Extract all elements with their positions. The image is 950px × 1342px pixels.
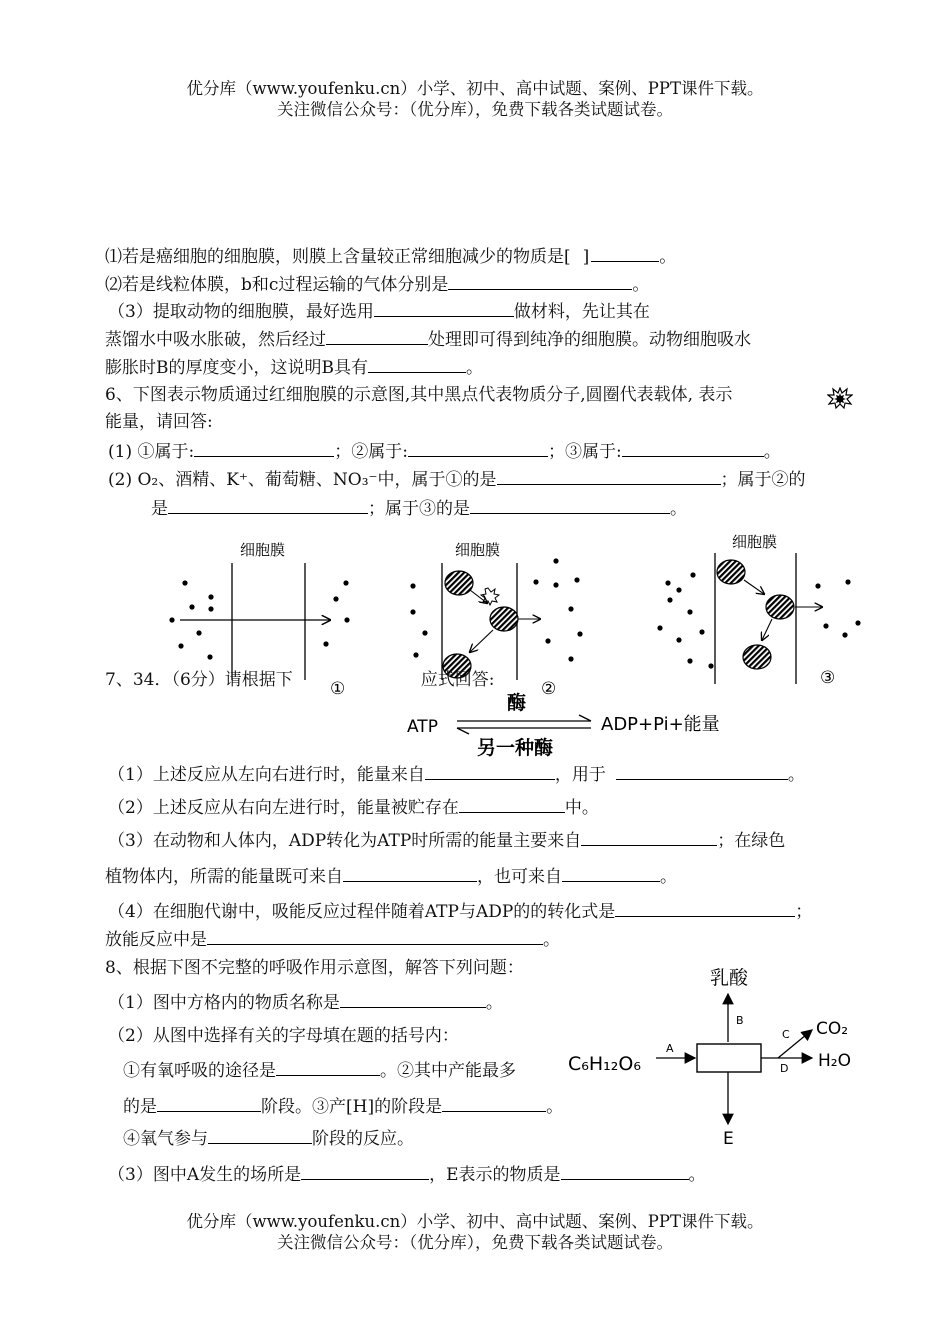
answer-blank[interactable] (374, 299, 514, 317)
carrier-protein (445, 571, 473, 595)
diagram-label-2: ② (541, 679, 557, 699)
energy-burst-icon (827, 387, 853, 409)
label-b: B (736, 1014, 744, 1027)
q5-p3-text: （3）提取动物的细胞膜，最好选用 (108, 302, 374, 322)
q7-s6-text: 放能反应中是 (105, 930, 207, 950)
answer-blank[interactable] (208, 1126, 312, 1144)
q5-p5-text: 膨胀时B的厚度变小，这说明B具有 (105, 358, 368, 378)
q8-s3-text: ①有氧呼吸的途径是 (123, 1061, 276, 1081)
q7-title-a: 7、34．（6分）请根据下 (105, 670, 293, 690)
q6-s1-text-b: ；②属于: (334, 442, 408, 462)
q8-sub3 (123, 1058, 516, 1083)
q7-sub4 (105, 864, 677, 889)
q8-s1-end: 。 (485, 993, 503, 1013)
q5-p2-text: ⑵若是线粒体膜，b和c过程运输的气体分别是 (105, 275, 449, 295)
q8-s5-text-b: 阶段的反应。 (312, 1129, 414, 1149)
answer-blank[interactable] (168, 496, 368, 514)
q7-title-b: 应式回答: (420, 670, 495, 690)
reaction-right: ADP+Pi+能量 (601, 714, 720, 735)
q7-s5-end: ； (795, 902, 813, 922)
answer-blank[interactable] (425, 762, 555, 780)
diagram-3-facilitated-diffusion (657, 533, 860, 688)
q7-sub3 (108, 828, 785, 853)
answer-blank[interactable] (581, 828, 717, 846)
q8-s1-text: （1）图中方格内的物质名称是 (108, 993, 340, 1013)
enzyme-top-label: 酶 (507, 692, 527, 714)
q7-s2-text: （2）上述反应从右向左进行时，能量被贮存在 (108, 798, 459, 818)
q6-s2-text: (2) O₂、酒精、K⁺、葡萄糖、NO₃⁻中，属于①的是 (108, 470, 497, 490)
q7-s6-end: 。 (543, 930, 560, 950)
answer-blank[interactable] (442, 1094, 546, 1112)
q7-s4-end: 。 (660, 867, 677, 887)
answer-blank[interactable] (207, 927, 543, 945)
label-c: C (782, 1028, 790, 1041)
q5-p2-end: 。 (632, 275, 650, 295)
q8-sub1 (108, 990, 503, 1015)
q7-s1-text: （1）上述反应从左向右进行时，能量来自 (108, 765, 425, 785)
answer-blank[interactable] (301, 1162, 429, 1180)
q5-part2 (105, 272, 649, 297)
q8-sub4 (123, 1094, 563, 1119)
q6-s3-text-b: ；属于③的是 (368, 499, 470, 519)
lactic-acid-label: 乳酸 (710, 967, 749, 989)
q5-p1-text: ⑴若是癌细胞的细胞膜，则膜上含量较正常细胞减少的物质是[ (105, 247, 571, 267)
q6-s1-end: 。 (763, 442, 781, 462)
carrier-protein (766, 595, 794, 619)
answer-blank[interactable] (616, 762, 788, 780)
q8-s5-text: ④氧气参与 (123, 1129, 208, 1149)
answer-blank[interactable] (340, 990, 486, 1008)
q6-s1-text: (1) ①属于: (108, 442, 195, 462)
answer-blank[interactable] (562, 864, 660, 882)
carrier-protein (743, 645, 771, 669)
q7-s2-end: 中。 (564, 798, 599, 818)
header-line-2: 关注微信公众号：（优分库），免费下载各类试题试卷。 (277, 100, 673, 119)
q6-intro-1: 6、下图表示物质通过红细胞膜的示意图,其中黑点代表物质分子,圆圈代表载体, 表示 (105, 385, 733, 405)
q5-part1 (105, 244, 676, 269)
q6-s2-text-b: ；属于②的 (720, 470, 806, 490)
carrier-protein (717, 560, 745, 584)
answer-blank[interactable] (194, 439, 334, 457)
co2-label: CO₂ (816, 1019, 849, 1039)
q6-s1-text-c: ；③属于: (547, 442, 622, 462)
answer-blank[interactable] (448, 272, 632, 290)
q8-s4-text-b: 阶段。③产[H]的阶段是 (261, 1097, 443, 1117)
q5-p1-end: 。 (659, 247, 677, 267)
enzyme-bottom-label: 另一种酶 (477, 737, 554, 759)
footer-line-2: 关注微信公众号：（优分库），免费下载各类试题试卷。 (277, 1233, 673, 1252)
q6-s3-text: 是 (151, 499, 168, 519)
q8-sub6 (108, 1162, 706, 1187)
label-d: D (780, 1062, 789, 1075)
q6-s3-end: 。 (670, 499, 687, 519)
q5-p4-text: 蒸馏水中吸水胀破，然后经过 (105, 330, 326, 350)
q8-s3-text-b: 。②其中产能最多 (380, 1061, 516, 1081)
answer-blank[interactable] (157, 1094, 261, 1112)
q5-p5-end: 。 (466, 358, 483, 378)
q5-p1-bracket: ] (582, 247, 590, 267)
q7-title (105, 668, 495, 692)
membrane-label-3: 细胞膜 (732, 533, 778, 551)
q8-s6-end: 。 (688, 1165, 706, 1185)
q8-s6-text-b: ，E表示的物质是 (429, 1165, 561, 1185)
membrane-label-2: 细胞膜 (455, 541, 501, 559)
q7-s3-text: （3）在动物和人体内，ADP转化为ATP时所需的能量主要来自 (108, 831, 582, 851)
respiration-diagram (560, 958, 860, 1153)
q8-sub2: （2）从图中选择有关的字母填在题的括号内： (108, 1026, 459, 1046)
answer-blank[interactable] (343, 864, 477, 882)
q6-intro-2: 能量，请回答: (105, 412, 213, 432)
atp-reaction-diagram (395, 690, 740, 762)
q6-sub3 (151, 496, 687, 521)
answer-blank[interactable] (497, 467, 721, 485)
footer-line-1: 优分库（www.youfenku.cn）小学、初中、高中试题、案例、PPT课件下载。 (186, 1212, 764, 1231)
substance-e-label: E (723, 1129, 734, 1149)
answer-blank[interactable] (276, 1058, 380, 1076)
diagram-label-3: ③ (820, 668, 836, 688)
q7-s4-text: 植物体内，所需的能量既可来自 (105, 867, 343, 887)
q8-s6-text: （3）图中A发生的场所是 (108, 1165, 302, 1185)
answer-blank[interactable] (470, 496, 670, 514)
q5-part5 (105, 355, 483, 380)
unknown-substance-box (697, 1044, 761, 1072)
q7-s3-text-b: ；在绿色 (717, 831, 786, 851)
h2o-label: H₂O (818, 1051, 851, 1071)
q7-sub6 (105, 927, 560, 952)
q8-s4-end: 。 (546, 1097, 564, 1117)
q6-sub1 (108, 439, 781, 464)
q8-intro: 8、根据下图不完整的呼吸作用示意图，解答下列问题： (105, 958, 524, 978)
carrier-protein (490, 607, 518, 631)
answer-blank[interactable] (561, 1162, 689, 1180)
q6-sub2 (108, 467, 806, 492)
answer-blank[interactable] (368, 355, 466, 373)
q7-sub5 (108, 899, 812, 924)
diagram-label-1: ① (330, 679, 346, 699)
energy-burst-icon (481, 588, 499, 605)
answer-blank[interactable] (459, 795, 565, 813)
q7-sub1 (108, 762, 805, 787)
q5-part4 (105, 327, 751, 352)
q5-p3-text-b: 做材料，先让其在 (513, 302, 650, 322)
glucose-label: C₆H₁₂O₆ (568, 1053, 641, 1075)
reaction-left: ATP (407, 717, 438, 737)
q8-sub5 (123, 1126, 414, 1151)
q5-p4-text-b: 处理即可得到纯净的细胞膜。动物细胞吸水 (428, 330, 751, 350)
q5-part3 (108, 299, 650, 324)
answer-blank[interactable] (408, 439, 548, 457)
q8-s4-text: 的是 (123, 1097, 157, 1117)
answer-blank[interactable] (591, 244, 659, 262)
q7-sub2 (108, 795, 599, 820)
q7-s1-text-b: ，用于 (554, 765, 606, 785)
answer-blank[interactable] (615, 899, 795, 917)
label-a: A (666, 1042, 674, 1055)
answer-blank[interactable] (326, 327, 428, 345)
q7-s1-end: 。 (787, 765, 805, 785)
header-line-1: 优分库（www.youfenku.cn）小学、初中、高中试题、案例、PPT课件下载。 (186, 79, 764, 98)
q7-s5-text: （4）在细胞代谢中，吸能反应过程伴随着ATP与ADP的的转化式是 (108, 902, 616, 922)
membrane-label-1: 细胞膜 (240, 541, 286, 559)
q7-s4-text-b: ，也可来自 (477, 867, 562, 887)
answer-blank[interactable] (622, 439, 764, 457)
